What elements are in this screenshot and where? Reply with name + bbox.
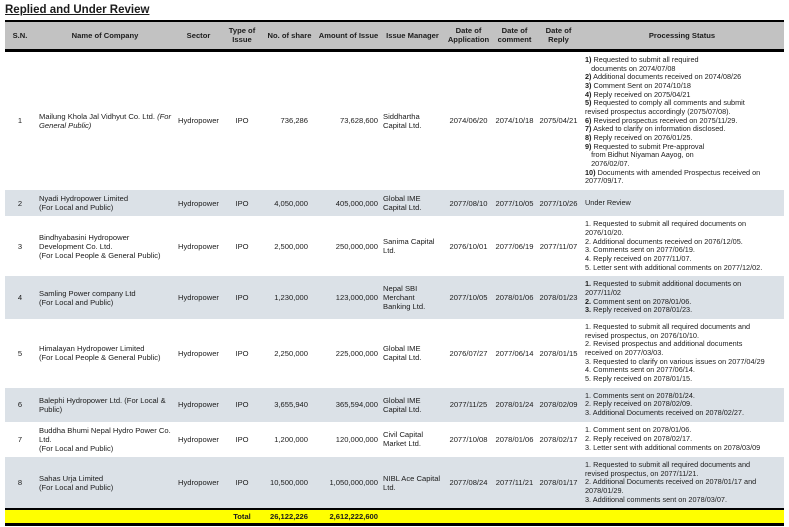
- status-line: Under Review: [585, 197, 631, 207]
- table-row: [5, 50, 784, 190]
- shares-cell: 10,500,000: [262, 457, 317, 509]
- manager-cell: Global IME Capital Ltd.: [380, 388, 445, 422]
- date-application-cell: 2076/10/01: [449, 241, 488, 251]
- date-comment-cell: 2078/01/06: [495, 434, 534, 444]
- date-application-cell: 2077/10/08: [449, 434, 488, 444]
- date-comment-cell: 2074/10/18: [495, 116, 534, 126]
- status-line: 2) Additional documents received on 2074/08/26: [585, 72, 742, 82]
- column-header-5: Amount of Issue: [317, 21, 380, 50]
- date-reply-cell: 2078/01/17: [537, 457, 580, 509]
- sn-cell: 1: [17, 116, 23, 126]
- status-cell: [580, 422, 784, 457]
- company-cell: [35, 422, 175, 457]
- amount-cell: 123,000,000: [317, 276, 380, 319]
- date-comment-cell: 2077/06/14: [495, 348, 534, 358]
- status-line: 1. Requested to submit all required documents and: [585, 321, 751, 331]
- sn-cell: 7: [17, 434, 23, 444]
- amount-cell: 1,050,000,000: [317, 457, 380, 509]
- date-comment-cell: 2078/01/24: [492, 388, 537, 422]
- sector-cell: Hydropower: [178, 348, 219, 358]
- company-cell: [35, 276, 175, 319]
- company-name: Himalayan Hydropower Limited: [39, 344, 145, 354]
- company-cell: [35, 190, 175, 216]
- amount-cell: 365,594,000: [317, 388, 380, 422]
- sector-cell: Hydropower: [178, 116, 219, 126]
- status-cell: [580, 190, 784, 216]
- total-label: Total: [222, 509, 262, 525]
- status-line: 3. Requested to clarify on various issues on 2077/04/29: [585, 356, 765, 366]
- date-reply-cell: 2075/04/21: [539, 116, 578, 126]
- issue-type-cell: IPO: [222, 457, 262, 509]
- manager-cell: Sanima Capital Ltd.: [383, 237, 435, 256]
- status-line: 2076/10/20.: [585, 227, 624, 237]
- column-header-3: Type of Issue: [222, 21, 262, 50]
- sector-cell: Hydropower: [175, 457, 222, 509]
- status-line: received on 2077/03/03.: [585, 348, 664, 357]
- issue-type-cell: IPO: [222, 388, 262, 422]
- status-line: 1) Requested to submit all required: [585, 54, 699, 64]
- column-header-4: No. of share: [262, 21, 317, 50]
- company-cell: [35, 216, 175, 276]
- manager-cell: Siddhartha Capital Ltd.: [383, 111, 422, 130]
- status-line: 4. Comments sent on 2077/06/14.: [585, 365, 695, 375]
- sector-cell: Hydropower: [175, 388, 222, 422]
- issue-type-cell: IPO: [235, 241, 249, 251]
- company-offer-type: (For General Public): [39, 111, 171, 130]
- date-application-cell: 2077/08/24: [445, 457, 492, 509]
- status-line: 7) Asked to clarify on information disclosed.: [585, 124, 726, 134]
- sn-cell: 2: [5, 190, 35, 216]
- date-reply-cell: 2078/01/15: [539, 348, 578, 358]
- date-comment-cell: 2078/01/06: [492, 276, 537, 319]
- total-spacer-left: [5, 509, 222, 525]
- date-comment-cell: 2077/06/19: [495, 241, 534, 251]
- status-line: 2077/09/17.: [585, 176, 624, 186]
- company-cell: [35, 50, 175, 190]
- status-line: 2. Additional Documents received on 2078/01/17 and: [585, 477, 757, 487]
- date-reply-cell: 2077/10/26: [537, 190, 580, 216]
- status-line: 6) Revised prospectus received on 2075/11/29.: [585, 115, 738, 125]
- amount-cell: 250,000,000: [335, 241, 378, 251]
- amount-cell: 120,000,000: [335, 434, 378, 444]
- company-name: Mailung Khola Jal Vidhyut Co. Ltd.: [39, 111, 158, 121]
- status-line: 4. Reply received on 2077/11/07.: [585, 253, 692, 263]
- status-line: 5) Requested to comply all comments and submit: [585, 98, 745, 108]
- date-application-cell: 2076/07/27: [449, 348, 488, 358]
- company-cell: [35, 319, 175, 388]
- shares-cell: 2,250,000: [274, 348, 308, 358]
- date-application-cell: 2077/11/25: [445, 388, 492, 422]
- page-title: Replied and Under Review: [5, 4, 150, 16]
- status-line: 2078/01/29.: [585, 486, 624, 496]
- status-line: 10) Documents with amended Prospectus received on: [585, 167, 761, 177]
- table-row: [5, 422, 784, 457]
- status-line: 4) Reply received on 2075/04/21: [585, 89, 691, 99]
- status-line: documents on 2074/07/08: [585, 63, 676, 73]
- shares-cell: 4,050,000: [262, 190, 317, 216]
- amount-cell: 225,000,000: [335, 348, 378, 358]
- sector-cell: Hydropower: [178, 434, 219, 444]
- date-application-cell: 2074/06/20: [449, 116, 488, 126]
- date-reply-cell: 2077/11/07: [539, 241, 578, 251]
- company-offer-type: (For Local People & General Public): [39, 353, 161, 363]
- manager-cell: NIBL Ace Capital Ltd.: [380, 457, 445, 509]
- header-row: [5, 21, 784, 50]
- table-row: [5, 457, 784, 509]
- manager-cell: Nepal SBI Merchant Banking Ltd.: [380, 276, 445, 319]
- date-reply-cell: 2078/01/23: [537, 276, 580, 319]
- date-comment-cell: 2077/10/05: [492, 190, 537, 216]
- column-header-9: Date of Reply: [537, 21, 580, 50]
- status-line: 3. Additional Documents received on 2078/02/27.: [585, 408, 745, 418]
- shares-cell: 1,230,000: [262, 276, 317, 319]
- status-cell: [580, 319, 784, 388]
- date-comment-cell: 2077/11/21: [492, 457, 537, 509]
- status-line: 2. Reply received on 2078/02/17.: [585, 434, 693, 444]
- status-line: 1. Requested to submit additional documents on: [585, 279, 742, 289]
- sn-cell: 4: [5, 276, 35, 319]
- status-line: 1. Requested to submit all required documents and: [585, 460, 751, 470]
- status-line: 9) Requested to submit Pre-approval: [585, 141, 705, 151]
- company-name: Balephi Hydropower Ltd.: [39, 395, 125, 405]
- status-line: 3. Additional comments sent on 2078/03/07.: [585, 494, 727, 504]
- sector-cell: Hydropower: [178, 241, 219, 251]
- company-offer-type: (For Local and Public): [39, 443, 114, 453]
- sn-cell: 8: [5, 457, 35, 509]
- company-cell: [35, 388, 175, 422]
- total-shares: 26,122,226: [262, 509, 317, 525]
- sn-cell: 5: [17, 348, 23, 358]
- company-cell: [35, 457, 175, 509]
- date-reply-cell: 2078/02/09: [537, 388, 580, 422]
- company-offer-type: (For Local People & General Public): [39, 250, 161, 260]
- table-row: [5, 276, 784, 319]
- table-row: [5, 319, 784, 388]
- company-offer-type: (For Local and Public): [39, 203, 114, 213]
- status-line: 2. Revised prospectus and additional documents: [585, 339, 743, 349]
- date-reply-cell: 2078/02/17: [539, 434, 578, 444]
- status-line: 3. Letter sent with additional comments on 2078/03/09: [585, 442, 761, 452]
- company-offer-type: (For Local and Public): [39, 297, 114, 307]
- status-line: revised prospectus accordingly (2075/07/08).: [585, 107, 731, 116]
- status-cell: [580, 276, 784, 319]
- manager-cell: Global IME Capital Ltd.: [380, 190, 445, 216]
- status-line: 2. Comment sent on 2078/01/06.: [585, 296, 692, 306]
- status-cell: [580, 216, 784, 276]
- column-header-2: Sector: [175, 21, 222, 50]
- status-line: revised prospectus, on 2076/10/10.: [585, 330, 699, 340]
- issue-type-cell: IPO: [235, 434, 249, 444]
- total-row: [5, 509, 784, 525]
- company-name: Bindhyabasini Hydropower Development Co. Ltd.: [39, 232, 130, 251]
- status-line: 3) Comment Sent on 2074/10/18: [585, 80, 691, 90]
- total-amount: 2,612,222,600: [317, 509, 380, 525]
- manager-cell: Global IME Capital Ltd.: [383, 344, 422, 363]
- company-name: Nyadi Hydropower Limited: [39, 194, 129, 204]
- status-cell: [580, 457, 784, 509]
- column-header-8: Date of comment: [492, 21, 537, 50]
- sn-cell: 3: [17, 241, 23, 251]
- shares-cell: 3,655,940: [262, 388, 317, 422]
- status-line: 1. Comments sent on 2078/01/24.: [585, 390, 695, 400]
- status-line: 5. Letter sent with additional comments on 2077/12/02.: [585, 262, 763, 272]
- status-line: 3. Reply received on 2078/01/23.: [585, 305, 693, 315]
- shares-cell: 736,286: [280, 116, 308, 126]
- status-line: 5. Reply received on 2078/01/15.: [585, 374, 693, 384]
- amount-cell: 73,628,600: [339, 116, 378, 126]
- sector-cell: Hydropower: [175, 276, 222, 319]
- status-line: 2. Reply received on 2078/02/09.: [585, 399, 693, 409]
- total-spacer-right: [380, 509, 784, 525]
- issue-type-cell: IPO: [222, 190, 262, 216]
- amount-cell: 405,000,000: [317, 190, 380, 216]
- table-row: [5, 216, 784, 276]
- column-header-10: Processing Status: [580, 21, 784, 50]
- status-cell: [580, 50, 784, 190]
- column-header-0: S.N.: [5, 21, 35, 50]
- issue-type-cell: IPO: [222, 276, 262, 319]
- table-body: [5, 50, 784, 509]
- table-row: [5, 190, 784, 216]
- status-line: 1. Comment sent on 2078/01/06.: [585, 425, 692, 435]
- status-line: 1. Requested to submit all required documents on: [585, 219, 747, 229]
- status-line: 2077/11/02: [585, 287, 621, 297]
- company-offer-type: (For Local and Public): [39, 482, 114, 492]
- date-application-cell: 2077/10/05: [445, 276, 492, 319]
- manager-cell: Civil Capital Market Ltd.: [383, 430, 424, 449]
- company-offer-type: (For Local & Public): [39, 395, 166, 414]
- company-name: Samling Power company Ltd: [39, 288, 136, 298]
- status-cell: [580, 388, 784, 422]
- status-line: 8) Reply received on 2076/01/25.: [585, 133, 693, 143]
- company-name: Sahas Urja Limited: [39, 473, 104, 483]
- status-line: 2076/02/07.: [585, 159, 630, 169]
- issue-type-cell: IPO: [235, 348, 249, 358]
- column-header-6: Issue Manager: [380, 21, 445, 50]
- column-header-1: Name of Company: [35, 21, 175, 50]
- date-application-cell: 2077/08/10: [445, 190, 492, 216]
- review-table: [5, 20, 784, 526]
- issue-type-cell: IPO: [235, 116, 249, 126]
- table-row: [5, 388, 784, 422]
- status-line: 2. Additional documents received on 2076/12/05.: [585, 236, 743, 246]
- sector-cell: Hydropower: [175, 190, 222, 216]
- shares-cell: 1,200,000: [274, 434, 308, 444]
- shares-cell: 2,500,000: [274, 241, 308, 251]
- column-header-7: Date of Application: [445, 21, 492, 50]
- status-line: 3. Comments sent on 2077/06/19.: [585, 245, 695, 255]
- sn-cell: 6: [5, 388, 35, 422]
- status-line: revised prospectus, on 2077/11/21.: [585, 468, 699, 478]
- status-line: from Bidhut Niyaman Aayog, on: [585, 150, 694, 160]
- company-name: Buddha Bhumi Nepal Hydro Power Co. Ltd.: [39, 425, 171, 444]
